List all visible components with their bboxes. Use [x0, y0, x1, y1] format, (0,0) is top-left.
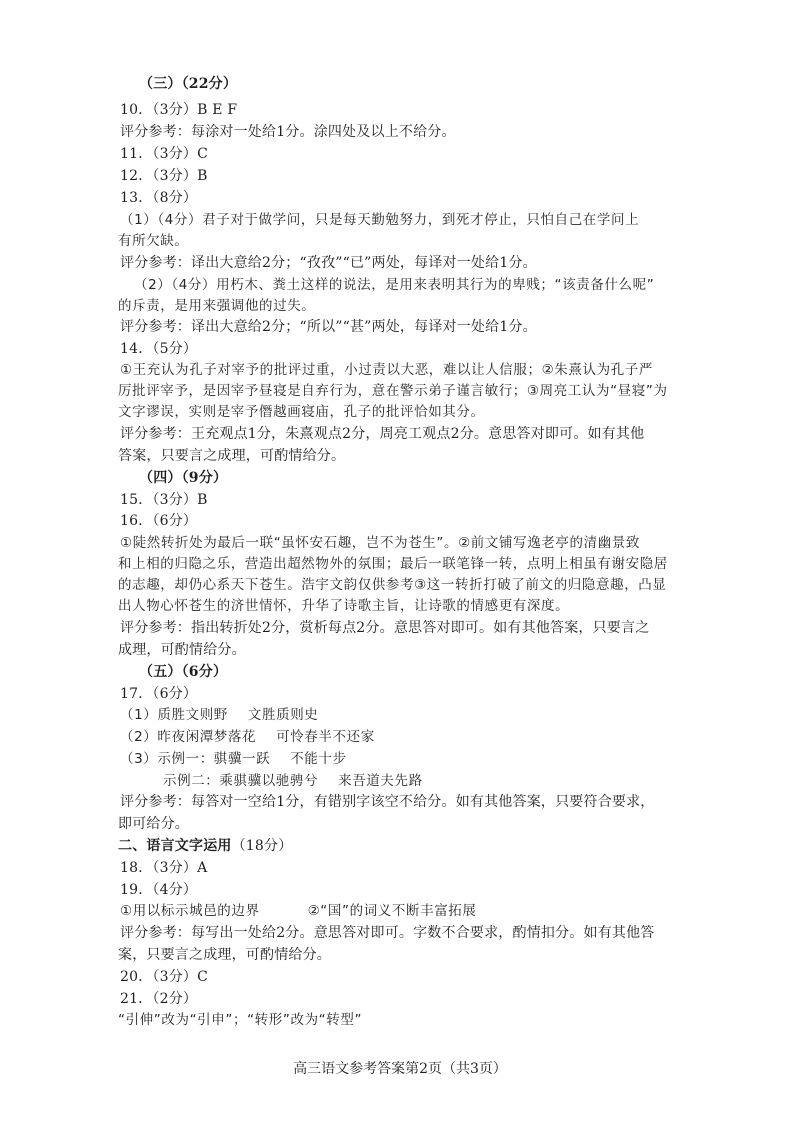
q17-scoring-line2: 即可给分。	[118, 816, 189, 832]
q21-answer: “引伸”改为“引申”；“转形”改为“转型”	[118, 1012, 363, 1028]
q14-text-line1: ①王充认为孔子对宰予的批评过重，小过责以大恶，难以让人信服；②朱熹认为孔子严	[120, 362, 654, 378]
q16-text-line1: ①陡然转折处为最后一联“虽怀安石趣，岂不为苍生”。②前文铺写逸老亭的清幽景致	[120, 535, 640, 551]
q17-1-answer: （1）质胜文则野 文胜质则史	[120, 707, 319, 723]
q21-header: 21．（2分）	[120, 991, 198, 1007]
q16-scoring-line1: 评分参考：指出转折处2分，赏析每点2分。意思答对即可。如有其他答案，只要言之	[120, 620, 650, 636]
q16-text-line3: 的志趣，却仍心系天下苍生。浩宇文韵仅供参考③这一转折打破了前文的归隐意趣，凸显	[118, 577, 667, 593]
part-2-header: 二、语言文字运用（18分）	[118, 838, 293, 854]
q14-scoring-line2: 答案，只要言之成理，可酌情给分。	[118, 448, 346, 464]
q17-2-answer: （2）昨夜闲潭梦落花 可怜春半不还家	[120, 729, 375, 745]
q17-3-answer-ex1: （3）示例一：骐骥一跃 不能十步	[120, 751, 347, 767]
q20-answer: 20．（3分）C	[120, 969, 209, 985]
q11-answer: 11．（3分）C	[120, 146, 209, 162]
q12-answer: 12．（3分）B	[120, 168, 208, 184]
page-footer: 高三语文参考答案第2页（共3页）	[293, 1061, 507, 1077]
q14-header: 14．（5分）	[120, 341, 198, 357]
q13-1-text-line2: 有所欠缺。	[118, 233, 189, 249]
q19-scoring-line2: 案，只要言之成理，可酌情给分。	[118, 947, 331, 963]
q19-header: 19．（4分）	[120, 882, 198, 898]
q13-2-scoring: 评分参考：译出大意给2分；“所以”“甚”两处，每译对一处给1分。	[120, 319, 537, 335]
q15-answer: 15．（3分）B	[120, 492, 208, 508]
section-3-header: （三）（22分）	[139, 76, 238, 92]
q17-scoring-line1: 评分参考：每答对一空给1分，有错别字该空不给分。如有其他答案，只要符合要求，	[120, 794, 655, 810]
q18-answer: 18．（3分）A	[120, 860, 208, 876]
q17-3-answer-ex2: 示例二：乘骐骥以驰骋兮 来吾道夫先路	[163, 773, 423, 789]
q16-header: 16．（6分）	[120, 513, 198, 529]
q16-text-line4: 出人物心怀苍生的济世情怀，升华了诗歌主旨，让诗歌的情感更有深度。	[118, 598, 570, 614]
q13-2-text-line1: （2）（4分）用朽木、粪土这样的说法，是用来表明其行为的卑贱；“该责备什么呢”	[134, 277, 655, 293]
q10-answer: 10．（3分）B E F	[120, 102, 238, 118]
q13-2-text-line2: 的斥责，是用来强调他的过失。	[118, 298, 316, 314]
q19-scoring-line1: 评分参考：每写出一处给2分。意思答对即可。字数不合要求，酌情扣分。如有其他答	[120, 925, 655, 941]
q13-header: 13．（8分）	[120, 190, 198, 206]
q19-answers: ①用以标示城邑的边界 ②“国”的词义不断丰富拓展	[120, 903, 477, 919]
q16-text-line2: 和上相的归隐之乐，营造出超然物外的氛围；最后一联笔锋一转，点明上相虽有谢安隐居	[118, 556, 668, 572]
q17-header: 17．（6分）	[120, 686, 198, 702]
q14-text-line2: 厉批评宰予，是因宰予昼寝是自弃行为，意在警示弟子谨言敏行；③周亮工认为“昼寝”为	[118, 383, 668, 399]
q16-scoring-line2: 成理，可酌情给分。	[118, 642, 246, 658]
q10-scoring: 评分参考：每涂对一处给1分。涂四处及以上不给分。	[120, 124, 456, 140]
section-4-header: （四）（9分）	[139, 470, 228, 486]
q14-text-line3: 文字谬误，实则是宰予僭越画寝庙，孔子的批评恰如其分。	[118, 404, 485, 420]
section-5-header: （五）（6分）	[139, 664, 228, 680]
q13-1-text-line1: （1）（4分）君子对于做学问，只是每天勤勉努力，到死才停止，只怕自己在学问上	[120, 212, 640, 228]
q14-scoring-line1: 评分参考：王充观点1分，朱熹观点2分，周亮工观点2分。意思答对即可。如有其他	[120, 426, 645, 442]
q13-1-scoring: 评分参考：译出大意给2分；“孜孜”“已”两处，每译对一处给1分。	[120, 255, 537, 271]
